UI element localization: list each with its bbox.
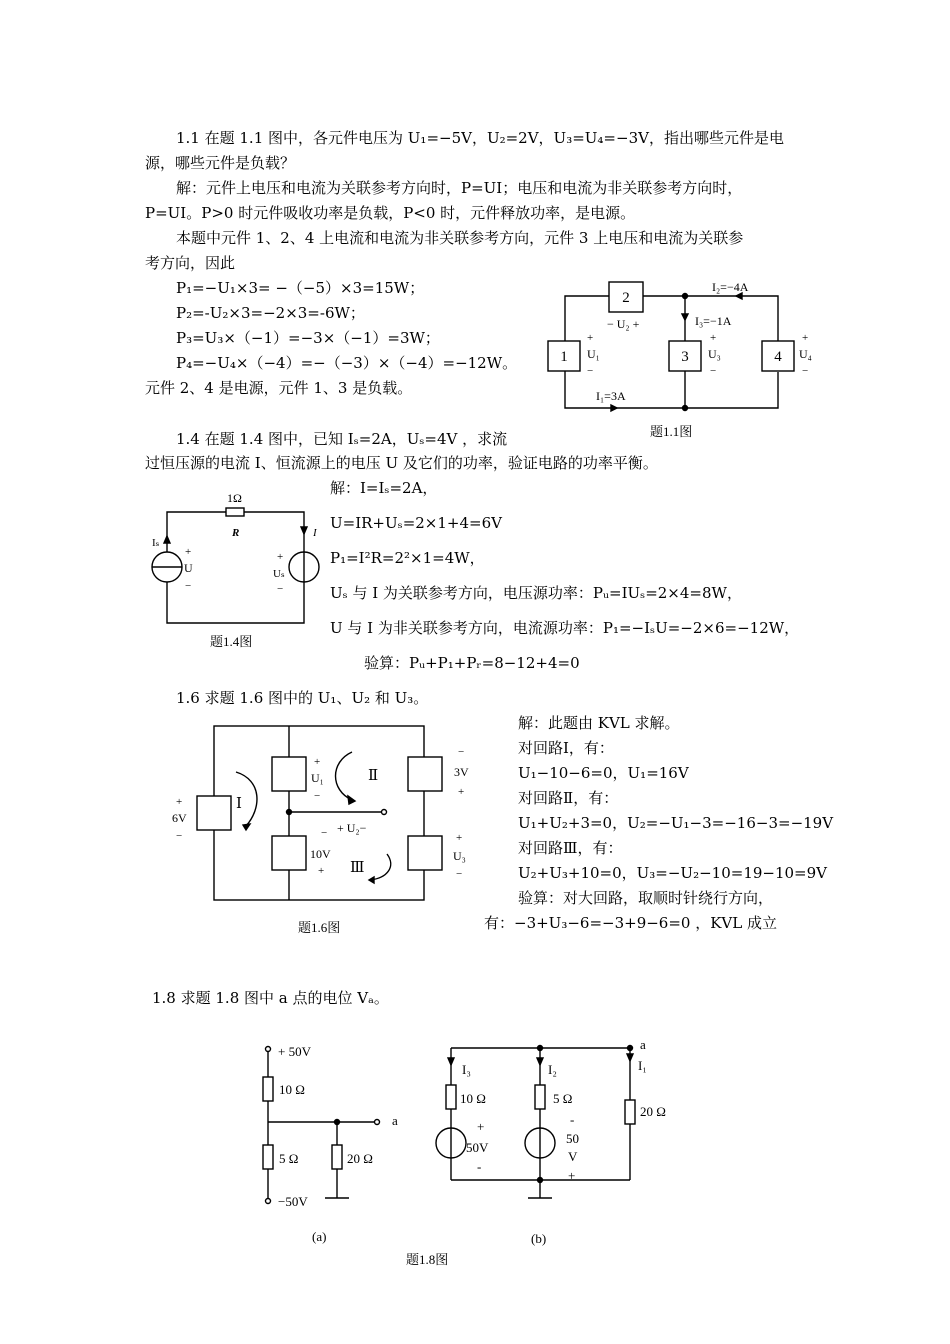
p14-solution-3: P₁=I²R=2²×1=4W， bbox=[330, 549, 485, 567]
f18b-right-minus: - bbox=[570, 1112, 575, 1127]
f14-us: Uₛ bbox=[273, 568, 285, 580]
p11-eq-p2: P₂=-U₂×3=−2×3=-6W； bbox=[176, 304, 365, 322]
figure-1-4 bbox=[152, 491, 319, 649]
f16-u1-minus: − bbox=[314, 790, 321, 802]
f18b-left-voltage: 50V bbox=[466, 1140, 489, 1155]
f14-u-minus: − bbox=[185, 580, 192, 592]
f11-caption: 题1.1图 bbox=[650, 424, 693, 439]
f16-3v-plus: + bbox=[458, 786, 465, 798]
f18b-node-a: a bbox=[640, 1037, 646, 1052]
f18b-i2: I₂ bbox=[548, 1062, 557, 1077]
f16-loop2: Ⅱ bbox=[368, 768, 379, 784]
p16-solution-4: 对回路Ⅱ，有： bbox=[518, 789, 619, 807]
p14-solution-2: U=IR+Uₛ=2×1+4=6V bbox=[330, 514, 502, 532]
p16-solution-2: 对回路Ⅰ，有： bbox=[518, 739, 614, 757]
f14-r-name: R bbox=[232, 527, 240, 539]
f18b-left-plus: + bbox=[477, 1119, 485, 1134]
p18-question: 1.8 求题 1.8 图中 a 点的电位 Vₐ。 bbox=[152, 989, 389, 1007]
p11-eq-p4: P₄=−U₄×（−4）=−（−3）×（−4）=−12W。 bbox=[176, 354, 518, 372]
p11-solution-line1: 解：元件上电压和电流为关联参考方向时，P=UI；电压和电流为非关联参考方向时， bbox=[176, 179, 743, 197]
p11-solution-line3: 本题中元件 1、2、4 上电流和电流为非关联参考方向，元件 3 上电压和电流为关联参 bbox=[176, 229, 744, 247]
f11-u3-plus: + bbox=[710, 332, 717, 344]
f16-caption: 题1.6图 bbox=[298, 920, 341, 935]
p14-question-line1: 1.4 在题 1.4 图中，已知 Iₛ=2A，Uₛ=4V ，求流 bbox=[176, 430, 508, 448]
f11-u4-minus: − bbox=[802, 365, 809, 377]
f11-u4: U₄ bbox=[799, 347, 812, 361]
p11-conclusion: 元件 2、4 是电源，元件 1、3 是负载。 bbox=[145, 379, 413, 397]
p16-solution-6: 对回路Ⅲ，有： bbox=[518, 839, 623, 857]
f18a-r5: 5 Ω bbox=[279, 1151, 299, 1166]
f18b-r20: 20 Ω bbox=[640, 1104, 666, 1119]
f11-box1: 1 bbox=[560, 349, 568, 365]
figure-1-8-b bbox=[406, 1037, 666, 1267]
f14-us-minus: − bbox=[277, 583, 284, 595]
f18a-top-voltage: + 50V bbox=[278, 1044, 311, 1059]
f11-box4: 4 bbox=[774, 349, 782, 365]
f16-u2-minus: − bbox=[321, 827, 328, 839]
f16-3v-minus: − bbox=[458, 746, 465, 758]
f11-box3: 3 bbox=[681, 349, 689, 365]
f18a-label: (a) bbox=[312, 1229, 327, 1244]
f14-u-plus: + bbox=[185, 546, 192, 558]
figure-1-6 bbox=[172, 726, 469, 935]
f18b-right-voltage: 50 bbox=[566, 1131, 579, 1146]
f18b-left-minus: - bbox=[477, 1159, 482, 1174]
f18b-label: (b) bbox=[531, 1231, 547, 1246]
f14-us-plus: + bbox=[277, 551, 284, 563]
f16-u3: U₃ bbox=[453, 849, 466, 863]
f18b-right-plus: + bbox=[568, 1168, 576, 1183]
f16-loop1: Ⅰ bbox=[236, 796, 242, 812]
f11-u1: U₁ bbox=[587, 347, 600, 361]
p16-solution-1: 解：此题由 KVL 求解。 bbox=[518, 714, 680, 732]
f16-10v-plus: + bbox=[318, 865, 325, 877]
f14-u: U bbox=[184, 561, 193, 575]
f11-i3: I₃=−1A bbox=[695, 314, 732, 328]
f14-i: I bbox=[313, 527, 317, 539]
p11-eq-p3: P₃=U₃×（−1）=−3×（−1）=3W； bbox=[176, 329, 440, 347]
f18b-i1: I₁ bbox=[638, 1058, 647, 1073]
f18a-bottom-voltage: −50V bbox=[278, 1194, 308, 1209]
f11-u1-minus: − bbox=[587, 365, 594, 377]
p16-solution-7: U₂+U₃+10=0，U₃=−U₂−10=19−10=9V bbox=[518, 864, 828, 882]
f14-r-value: 1Ω bbox=[227, 491, 242, 505]
figure-1-8-a bbox=[263, 1044, 398, 1244]
p11-eq-p1: P₁=−U₁×3= −（−5）×3=15W； bbox=[176, 279, 425, 297]
figure-1-1 bbox=[548, 280, 812, 439]
p14-solution-5: U 与 I 为非关联参考方向，电流源功率：P₁=−IₛU=−2×6=−12W， bbox=[330, 619, 800, 637]
f16-u1-plus: + bbox=[314, 756, 321, 768]
f11-u3-minus: − bbox=[710, 365, 717, 377]
p11-question-line2: 源，哪些元件是负载？ bbox=[145, 154, 296, 172]
p14-solution-4: Uₛ 与 I 为关联参考方向，电压源功率：Pᵤ=IUₛ=2×4=8W， bbox=[330, 584, 742, 602]
p11-solution-line2: P=UI。P>0 时元件吸收功率是负载，P<0 时，元件释放功率，是电源。 bbox=[145, 204, 636, 222]
f16-6v: 6V bbox=[172, 811, 187, 825]
f16-u2: + U₂− bbox=[337, 821, 367, 835]
p16-solution-9: 有：−3+U₃−6=−3+9−6=0 ，KVL 成立 bbox=[484, 914, 777, 932]
p11-solution-line4: 考方向，因此 bbox=[145, 254, 236, 272]
f18-caption: 题1.8图 bbox=[406, 1252, 449, 1267]
f18a-r20: 20 Ω bbox=[347, 1151, 373, 1166]
p11-question-line1: 1.1 在题 1.1 图中，各元件电压为 U₁=−5V，U₂=2V，U₃=U₄=−3V，指出哪些元件是电 bbox=[176, 129, 784, 147]
p16-solution-5: U₁+U₂+3=0，U₂=−U₁−3=−16−3=−19V bbox=[518, 814, 834, 832]
f16-6v-plus: + bbox=[176, 796, 183, 808]
f11-i1: I₁=3A bbox=[596, 389, 626, 403]
p14-question-line2: 过恒压源的电流 I、恒流源上的电压 U 及它们的功率，验证电路的功率平衡。 bbox=[145, 454, 658, 472]
f16-u1: U₁ bbox=[311, 771, 324, 785]
f16-3v: 3V bbox=[454, 765, 469, 779]
p16-solution-3: U₁−10−6=0，U₁=16V bbox=[518, 764, 689, 782]
p14-check: 验算：Pᵤ+P₁+Pᵣ=8−12+4=0 bbox=[364, 654, 580, 672]
f18b-right-unit: V bbox=[568, 1149, 578, 1164]
f16-10v: 10V bbox=[310, 847, 331, 861]
f18b-i3: I₃ bbox=[462, 1062, 471, 1077]
f11-u1-plus: + bbox=[587, 332, 594, 344]
p16-solution-8: 验算：对大回路，取顺时针绕行方向， bbox=[518, 889, 774, 907]
f11-i2: I₂=−4A bbox=[712, 280, 749, 294]
f16-loop3: Ⅲ bbox=[350, 860, 365, 876]
f14-is: Iₛ bbox=[152, 537, 160, 549]
f16-6v-minus: − bbox=[176, 830, 183, 842]
p14-solution-1: 解：I=Iₛ=2A， bbox=[330, 479, 438, 497]
f18a-r10: 10 Ω bbox=[279, 1082, 305, 1097]
f14-caption: 题1.4图 bbox=[210, 634, 253, 649]
f16-u3-minus: − bbox=[456, 868, 463, 880]
f11-u4-plus: + bbox=[802, 332, 809, 344]
f18b-r10: 10 Ω bbox=[460, 1091, 486, 1106]
f11-u2: − U₂ + bbox=[607, 317, 640, 331]
f18a-node-a: a bbox=[392, 1113, 398, 1128]
p16-question: 1.6 求题 1.6 图中的 U₁、U₂ 和 U₃。 bbox=[176, 689, 429, 707]
f18b-r5: 5 Ω bbox=[553, 1091, 573, 1106]
f16-u3-plus: + bbox=[456, 832, 463, 844]
f11-u3: U₃ bbox=[708, 347, 721, 361]
f11-box2: 2 bbox=[622, 290, 630, 306]
